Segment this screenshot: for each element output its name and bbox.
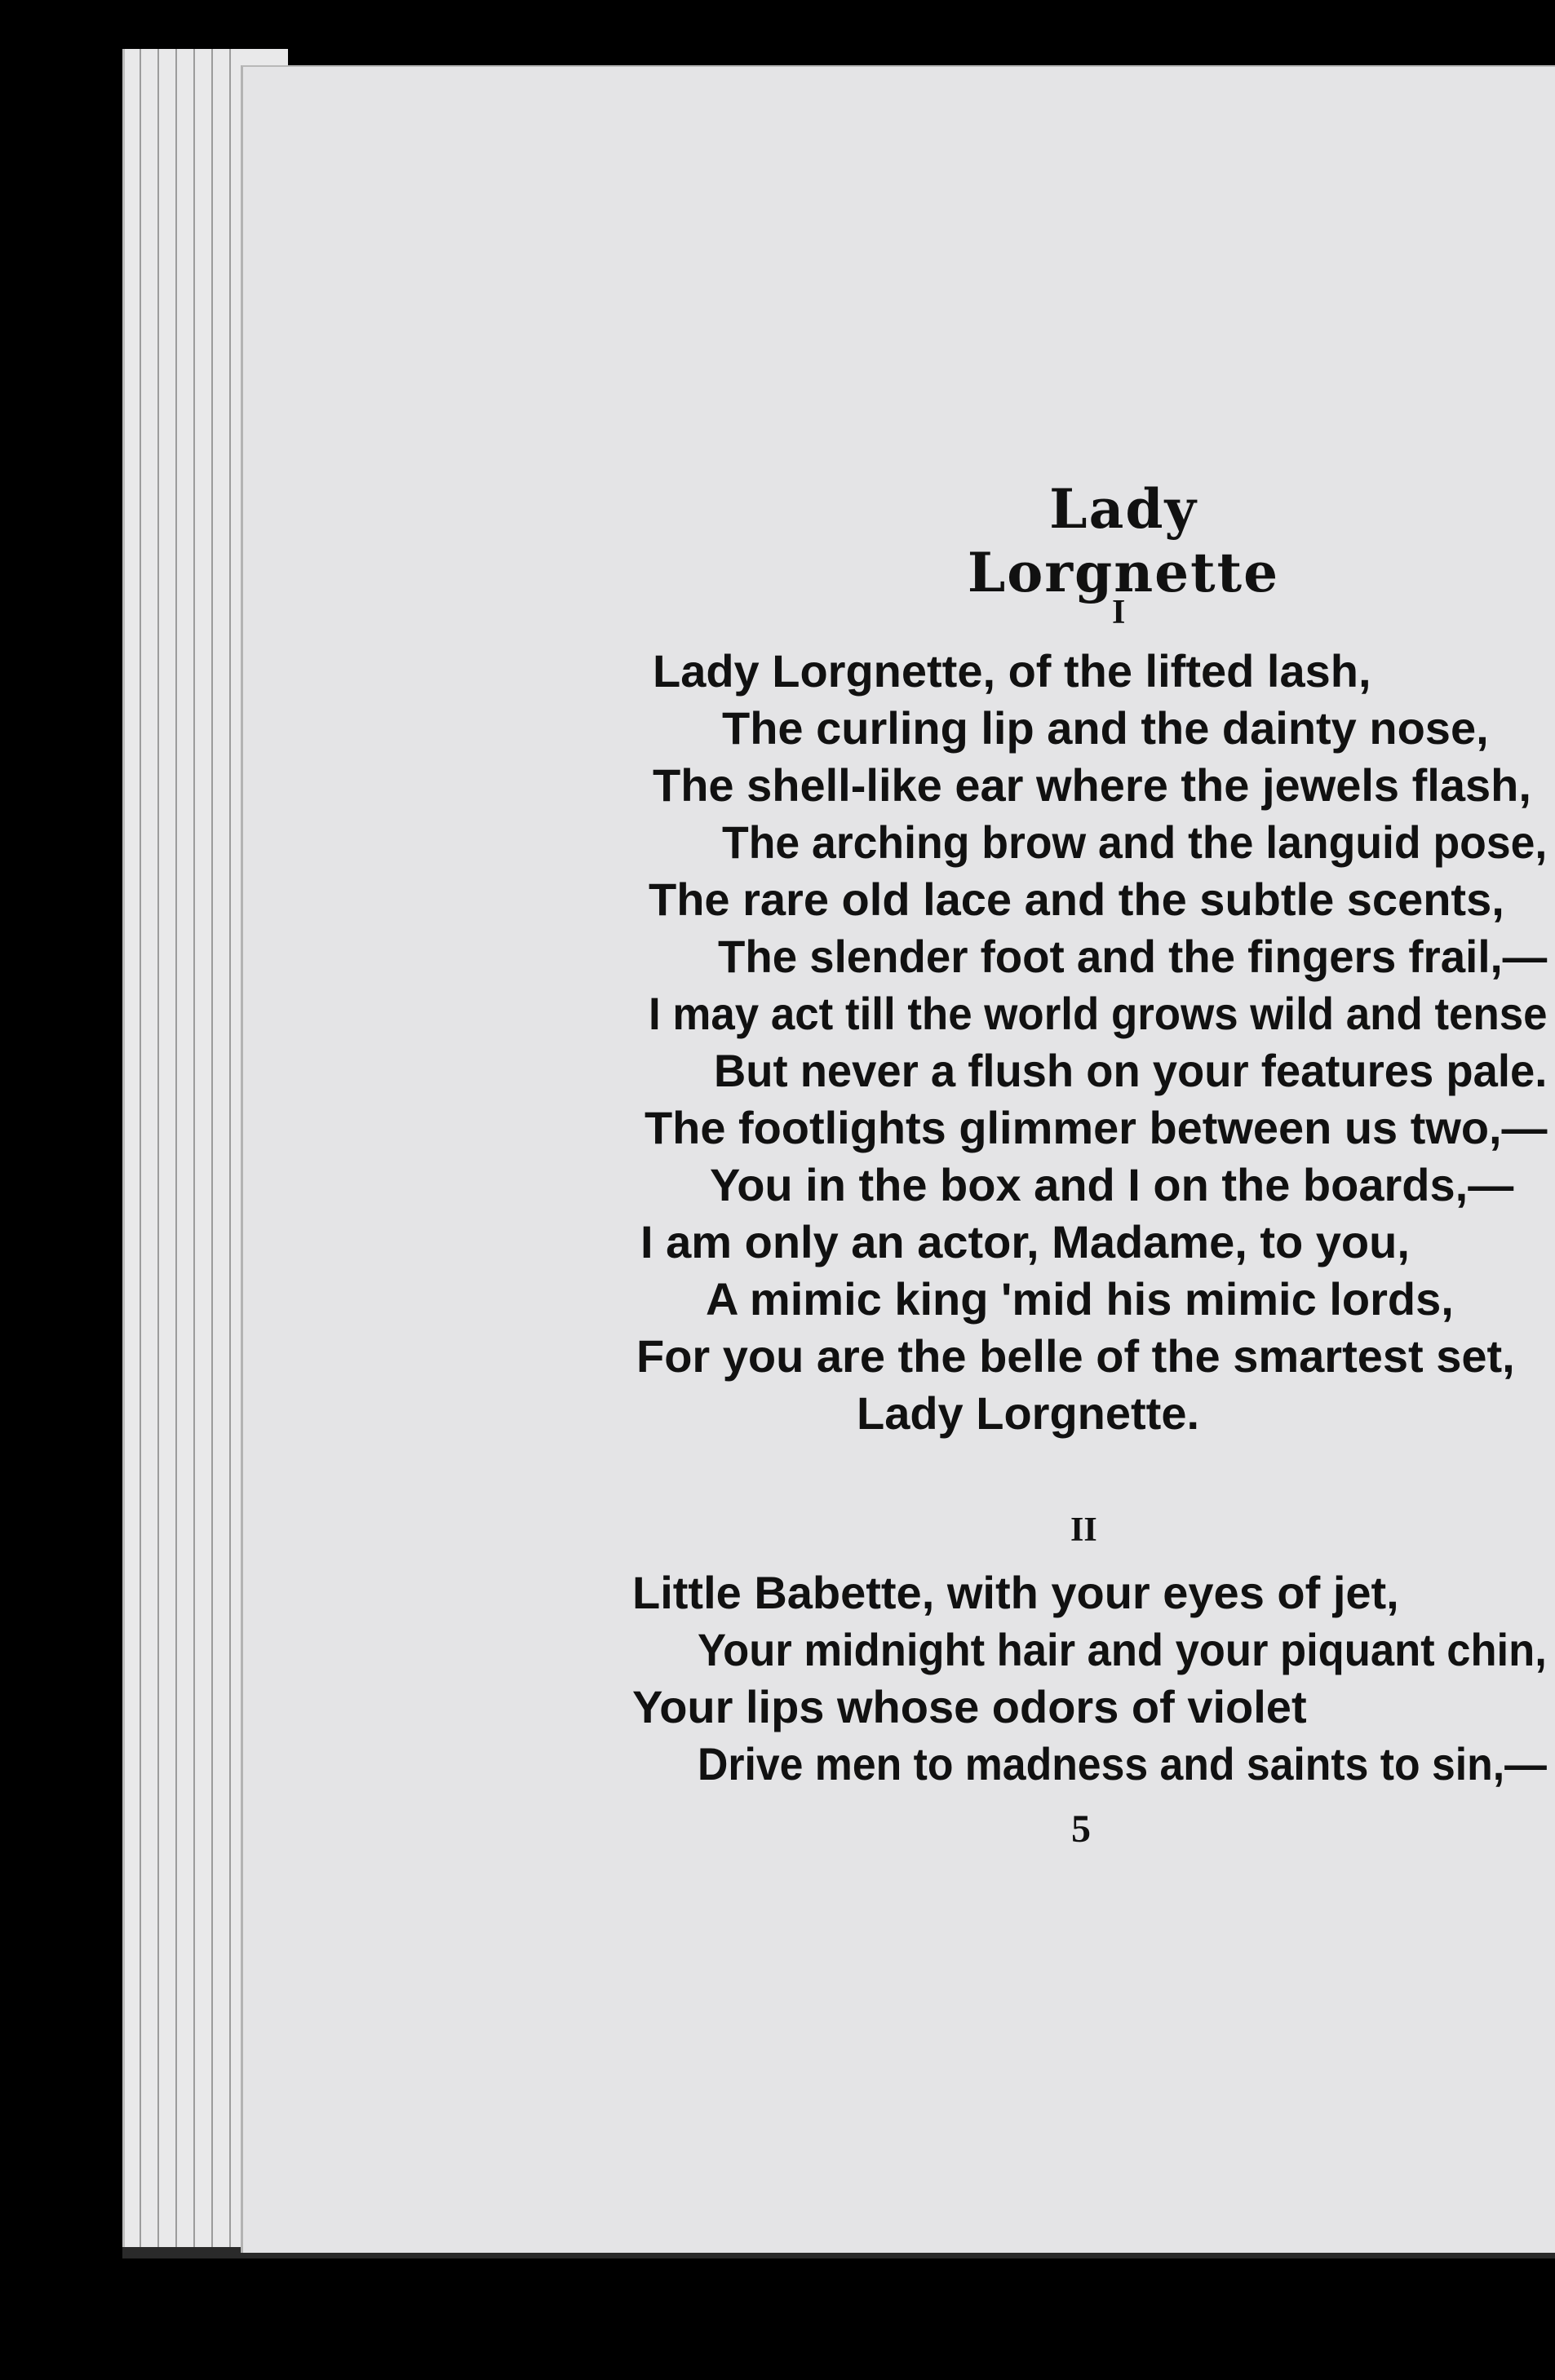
poem-line: The rare old lace and the subtle scents, bbox=[649, 874, 1504, 925]
poem-line: The slender foot and the fingers frail,— bbox=[718, 931, 1548, 982]
page-edge-line bbox=[229, 49, 231, 2251]
page-edge-line bbox=[175, 49, 177, 2251]
poem-line: I may act till the world grows wild and tense bbox=[649, 988, 1548, 1039]
poem-line: For you are the belle of the smartest set, bbox=[636, 1330, 1515, 1382]
section-number: I bbox=[1112, 594, 1126, 631]
poem-line: But never a flush on your features pale. bbox=[714, 1045, 1548, 1096]
section-number: II bbox=[1070, 1511, 1097, 1549]
poem-line: I am only an actor, Madame, to you, bbox=[640, 1216, 1410, 1267]
poem-line: The footlights glimmer between us two,— bbox=[645, 1102, 1548, 1153]
poem-line: The curling lip and the dainty nose, bbox=[722, 702, 1489, 754]
page-edge-line bbox=[157, 49, 159, 2251]
poem-line: A mimic king 'mid his mimic lords, bbox=[706, 1273, 1454, 1325]
poem-line: Your midnight hair and your piquant chin, bbox=[698, 1624, 1547, 1675]
poem-line: You in the box and I on the boards,— bbox=[710, 1159, 1514, 1210]
poem-line: Your lips whose odors of violet bbox=[632, 1681, 1307, 1732]
page-edge-line bbox=[211, 49, 213, 2251]
poem-line: Little Babette, with your eyes of jet, bbox=[632, 1567, 1399, 1618]
page-number: 5 bbox=[1071, 1807, 1091, 1851]
poem-line: The shell-like ear where the jewels flash, bbox=[653, 759, 1531, 811]
poem-title: Lady Lorgnette bbox=[967, 477, 1280, 604]
poem-line: Lady Lorgnette, of the lifted lash, bbox=[653, 645, 1371, 697]
page-edge-line bbox=[193, 49, 195, 2251]
poem-line: Lady Lorgnette. bbox=[857, 1387, 1200, 1439]
page-edge-line bbox=[140, 49, 141, 2251]
poem-line: Drive men to madness and saints to sin,— bbox=[698, 1738, 1547, 1789]
poem-line: The arching brow and the languid pose, bbox=[722, 816, 1548, 868]
